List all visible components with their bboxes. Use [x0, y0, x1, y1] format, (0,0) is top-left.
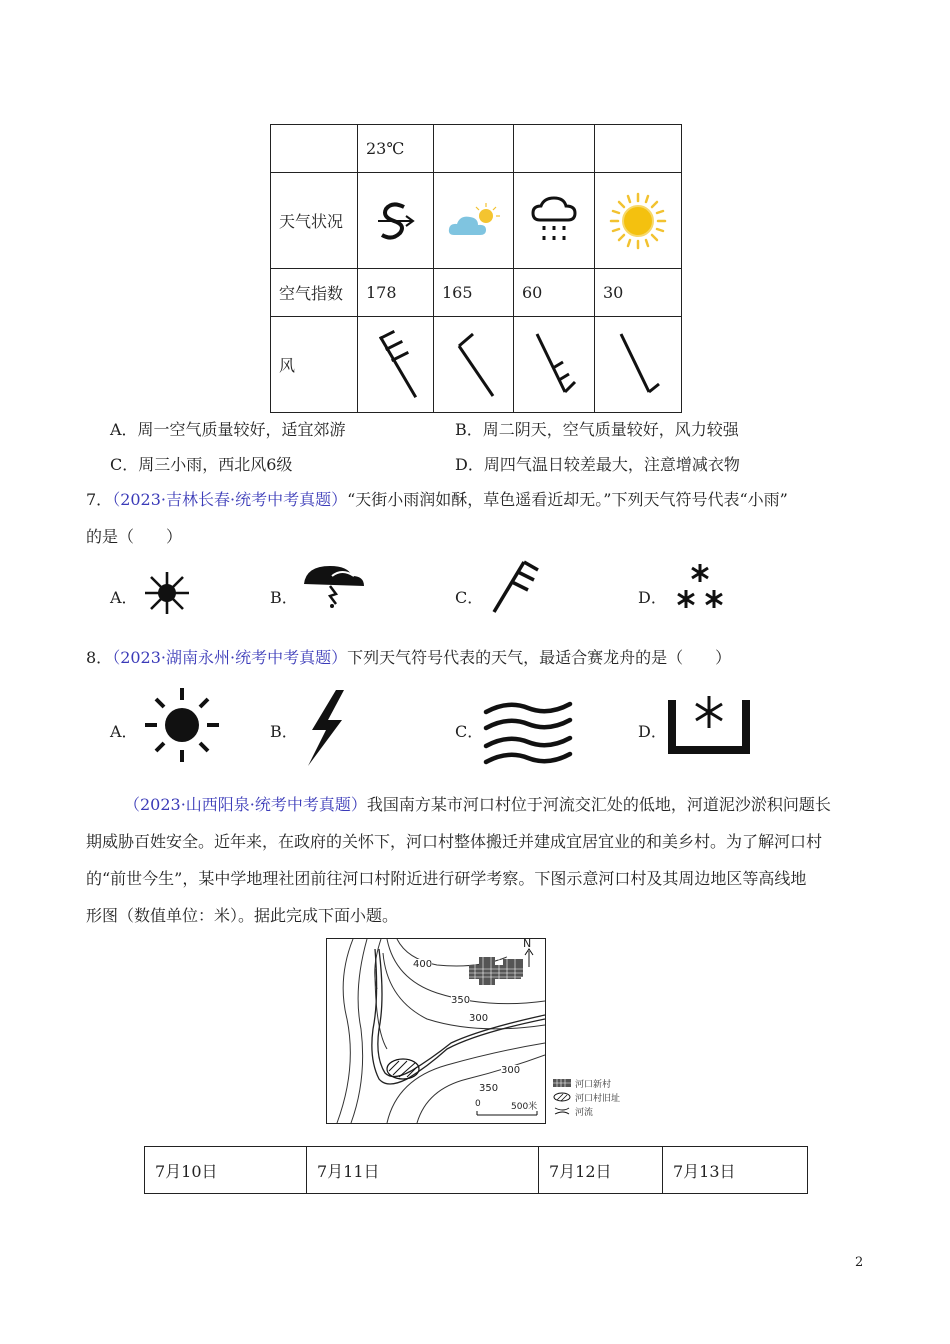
question-number: 8．	[86, 648, 113, 667]
air-index-value: 30	[595, 269, 682, 317]
option-b[interactable]: B．周二阴天，空气质量较好，风力较强	[455, 420, 739, 439]
q8-option-d-label[interactable]: D．	[638, 722, 667, 741]
rain-icon	[530, 196, 578, 246]
passage-line-1	[124, 795, 831, 815]
wind-barb-icon	[449, 330, 499, 400]
table-cell	[434, 125, 514, 173]
passage-text: 我国南方某市河口村位于河流交汇处的低地，河道泥沙淤积问题长	[366, 795, 831, 814]
snow-cover-symbol-icon[interactable]	[668, 694, 750, 756]
date-cell: 7月12日	[539, 1147, 663, 1194]
question-source: （2023·湖南永州·统考中考真题）	[112, 648, 348, 667]
q8-option-a-label[interactable]: A．	[110, 722, 138, 741]
legend-item	[553, 1104, 620, 1118]
question-text: 下列天气符号代表的天气，最适合赛龙舟的是（ ）	[347, 648, 732, 667]
date-cell: 7月11日	[307, 1147, 539, 1194]
legend-label: 河口新村	[575, 1079, 612, 1090]
north-arrow-label: N	[523, 937, 532, 950]
passage-source: （2023·山西阳泉·统考中考真题）	[124, 795, 367, 814]
contour-label: 350	[479, 1083, 499, 1094]
scale-end: 500米	[511, 1102, 538, 1112]
passage-line-2: 期威胁百姓安全。近年来，在政府的关怀下，河口村整体搬迁并建成宜居宜业的和美乡村。为了解河口村	[86, 832, 823, 851]
air-index-value: 60	[514, 269, 595, 317]
option-d[interactable]: D．周四气温日较差最大，注意增减衣物	[455, 455, 740, 474]
date-cell: 7月13日	[663, 1147, 808, 1194]
question-8	[86, 648, 731, 668]
q7-option-a-label[interactable]: A．	[110, 588, 138, 607]
table-cell	[514, 317, 595, 413]
q7-option-c-label[interactable]: C．	[455, 588, 484, 607]
q8-option-c-label[interactable]: C．	[455, 722, 484, 741]
passage-line-4: 形图（数值单位：米）。据此完成下面小题。	[86, 906, 399, 925]
question-number: 7．	[86, 490, 113, 509]
date-cell: 7月10日	[145, 1147, 307, 1194]
contour-label: 300	[501, 1065, 521, 1076]
table-cell	[595, 317, 682, 413]
table-cell	[434, 173, 514, 269]
contour-label: 350	[451, 995, 471, 1006]
table-cell	[514, 173, 595, 269]
table-cell	[595, 173, 682, 269]
question-7	[86, 490, 788, 510]
question-7-line2: 的是（ ）	[86, 527, 183, 546]
snow-symbol-icon[interactable]	[672, 562, 728, 614]
legend-label: 河口村旧址	[575, 1093, 621, 1104]
question-source: （2023·吉林长春·统考中考真题）	[112, 490, 348, 509]
q7-option-b-label[interactable]: B．	[270, 588, 298, 607]
option-c[interactable]: C．周三小雨，西北风6级	[110, 455, 293, 474]
contour-label: 300	[469, 1013, 489, 1024]
table-cell	[358, 317, 434, 413]
legend-item	[553, 1090, 620, 1104]
cloudy-sun-icon	[446, 201, 502, 241]
wind-barb-icon	[371, 330, 421, 400]
dates-table	[144, 1146, 808, 1194]
sun-symbol-icon[interactable]	[143, 686, 221, 764]
wind-barb-icon	[613, 330, 663, 400]
sunny-symbol-icon[interactable]	[143, 570, 191, 616]
weather-status-label: 天气状况	[271, 173, 358, 269]
map-legend	[553, 1076, 620, 1118]
scale-zero: 0	[475, 1099, 481, 1109]
sunny-icon	[609, 192, 667, 250]
page-number: 2	[855, 1255, 864, 1270]
sandstorm-icon	[374, 199, 418, 243]
old-village-site-icon	[553, 1092, 571, 1102]
table-cell	[358, 173, 434, 269]
q7-option-d-label[interactable]: D．	[638, 588, 667, 607]
wind-label: 风	[271, 317, 358, 413]
wind-barb-icon	[529, 330, 579, 400]
table-cell	[595, 125, 682, 173]
question-text: “天街小雨润如酥，草色遥看近却无。”下列天气符号代表“小雨”	[347, 490, 788, 509]
contour-lines	[327, 939, 545, 1123]
wind-symbol-icon[interactable]	[490, 556, 552, 616]
haze-symbol-icon[interactable]	[482, 698, 574, 770]
air-index-value: 178	[358, 269, 434, 317]
new-village-icon	[553, 1079, 571, 1087]
contour-label: 400	[413, 959, 433, 970]
table-header-empty	[271, 125, 358, 173]
passage-line-3: 的“前世今生”，某中学地理社团前往河口村附近进行研学考察。下图示意河口村及其周边地区等高线地	[86, 869, 807, 888]
q8-option-b-label[interactable]: B．	[270, 722, 298, 741]
temperature-cell: 23℃	[358, 125, 434, 173]
option-a[interactable]: A．周一空气质量较好，适宜郊游	[110, 420, 346, 439]
air-index-label: 空气指数	[271, 269, 358, 317]
table-cell	[514, 125, 595, 173]
legend-item	[553, 1076, 620, 1090]
contour-map	[326, 938, 546, 1124]
lightning-symbol-icon[interactable]	[300, 688, 348, 768]
air-index-value: 165	[434, 269, 514, 317]
thunderstorm-symbol-icon[interactable]	[302, 560, 366, 610]
table-cell	[434, 317, 514, 413]
river-icon	[553, 1106, 571, 1116]
legend-label: 河流	[575, 1107, 594, 1118]
weather-table	[270, 124, 682, 413]
